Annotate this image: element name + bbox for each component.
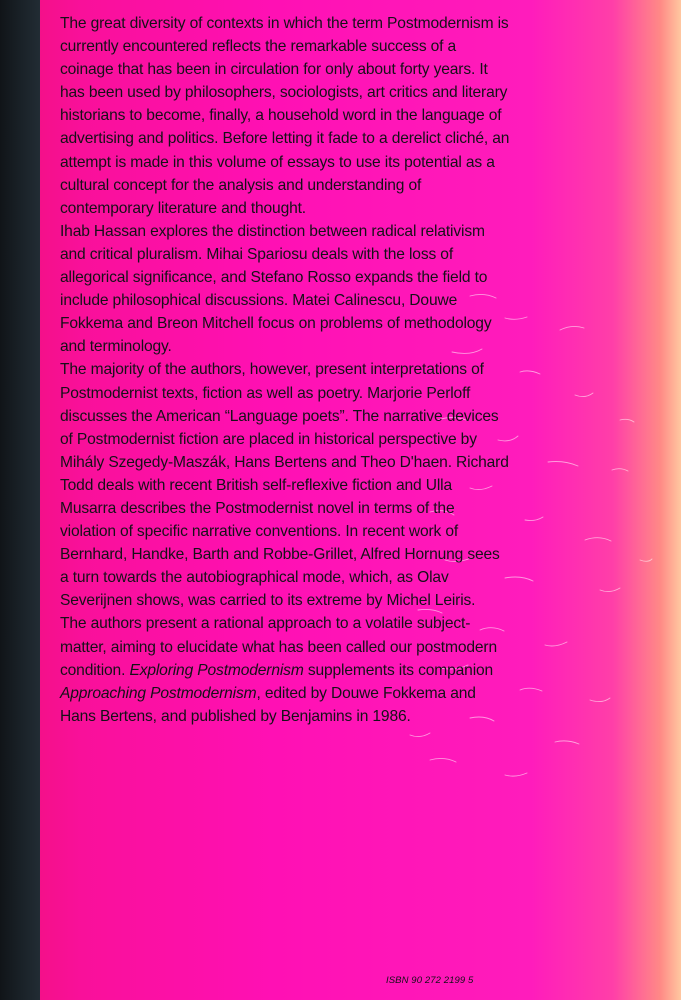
blurb-paragraph-contributors: Ihab Hassan explores the distinction between radical relativism and critical pluralism. Mihai Spariosu deals with the loss of allegorical significance, and Stefano Rosso expands the field to include philosophical discussions. Matei Calinescu, Douwe Fokkema and Breon Mitchell focus on problems of methodology and terminology.: [60, 222, 492, 356]
blurb-paragraph-intro: The great diversity of contexts in which the term Postmodernism is currently encountered reflects the remarkable success of a coinage that has been in circulation for only about forty years. It has been used by philosophers, sociologists, art critics and literary historians to become, finally, a household word in the language of advertising and politics. Before letting it fade to a derelict cliché, an attempt is made in this volume of essays to use its potential as a cultural concept for the analysis and understanding of contemporary literature and thought.: [60, 15, 510, 217]
conclusion-text-3: , edited by Douwe Fokkema and Hans Bertens, and published by Benjamins in 1986.: [60, 684, 476, 725]
book-title-approaching: Approaching Postmodernism: [60, 684, 257, 702]
conclusion-text-1: The authors present a rational approach to a volatile subject-matter, aiming to elucidate what has been called our postmodern condition.: [60, 615, 497, 679]
blurb-text: [60, 12, 510, 728]
book-title-exploring: Exploring Postmodernism: [129, 661, 304, 679]
isbn-number: ISBN 90 272 2199 5: [386, 975, 474, 986]
blurb-paragraph-interpretations: The majority of the authors, however, present interpretations of Postmodernist texts, fiction as well as poetry. Marjorie Perloff discusses the American “Language poets”. The narrative devices of Postmodernist fiction are placed in historical perspective by Mihály Szegedy-Maszák, Hans Bertens and Theo D'haen. Richard Todd deals with recent British self-reflexive fiction and Ulla Musarra describes the Postmodernist novel in terms of the violation of specific narrative conventions. In recent work of Bernhard, Handke, Barth and Robbe-Grillet, Alfred Hornung sees a turn towards the autobiographical mode, which, as Olav Severijnen shows, was carried to its extreme by Michel Leiris.: [60, 361, 509, 610]
blurb-paragraph-conclusion: [60, 612, 510, 727]
conclusion-text-2: supplements its companion: [303, 661, 494, 679]
book-spine: [0, 0, 40, 1000]
